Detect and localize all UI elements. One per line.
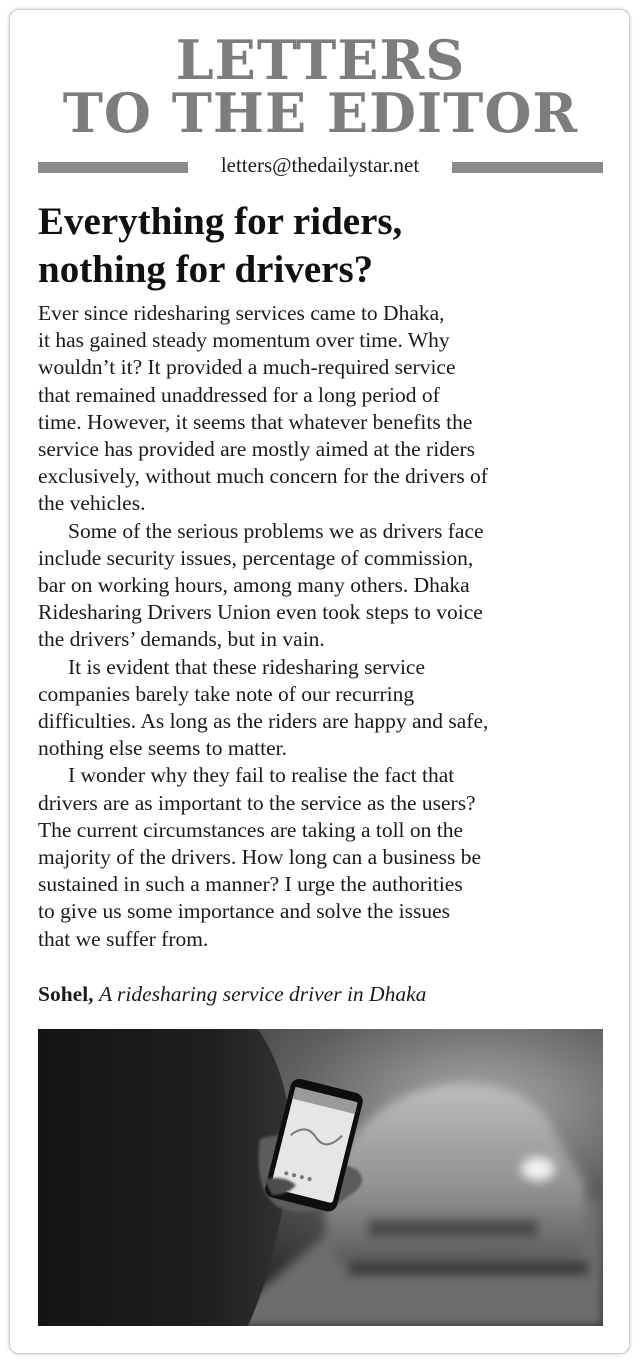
body-line: drivers are as important to the service as the users? — [38, 790, 476, 815]
author-description: A ridesharing service driver in Dhaka — [98, 982, 427, 1006]
body-line: the drivers’ demands, but in vain. — [38, 627, 325, 652]
author-signature — [38, 982, 604, 1007]
headline-line-1: Everything for riders, — [38, 200, 403, 243]
right-divider-bar — [452, 162, 603, 173]
paragraph-4 — [38, 762, 604, 952]
body-line: the vehicles. — [38, 491, 146, 516]
left-divider-bar — [38, 162, 188, 173]
body-line: majority of the drivers. How long can a business be — [38, 845, 482, 870]
editor-email-link[interactable]: letters@thedailystar.net — [220, 153, 420, 177]
author-name: Sohel, — [38, 982, 94, 1006]
body-line: service has provided are mostly aimed at the riders — [38, 437, 476, 462]
paragraph-3 — [38, 654, 604, 763]
body-line: nothing else seems to matter. — [38, 736, 287, 761]
body-line: that remained unaddressed for a long period of — [38, 382, 440, 407]
body-line: Ever since ridesharing services came to Dhaka, — [38, 301, 445, 325]
body-line: it has gained steady momentum over time. Why — [38, 328, 450, 353]
body-line: It is evident that these ridesharing service — [68, 654, 426, 679]
body-line: that we suffer from. — [38, 926, 209, 951]
section-title-line2: TO THE EDITOR — [62, 81, 579, 145]
body-line: wouldn’t it? It provided a much-required service — [38, 355, 456, 380]
body-line: to give us some importance and solve the issues — [38, 899, 451, 924]
headline-line-2: nothing for drivers? — [38, 248, 374, 291]
body-line: include security issues, percentage of commission, — [38, 545, 474, 570]
body-line: sustained in such a manner? I urge the authorities — [38, 872, 463, 897]
section-title-line1: LETTERS — [175, 28, 466, 92]
article-photo — [38, 1029, 603, 1326]
body-line: Some of the serious problems we as drivers face — [68, 518, 484, 543]
body-line: companies barely take note of our recurring — [38, 681, 415, 706]
body-line: time. However, it seems that whatever benefits the — [38, 409, 473, 434]
body-line: exclusively, without much concern for the drivers of — [38, 464, 488, 489]
body-line: bar on working hours, among many others. Dhaka — [38, 573, 470, 598]
paragraph-1 — [38, 300, 604, 518]
article-headline — [38, 198, 608, 294]
body-line: I wonder why they fail to realise the fact that — [68, 763, 455, 788]
paragraph-2 — [38, 518, 604, 654]
rideshare-phone-photo — [38, 1029, 603, 1326]
body-line: difficulties. As long as the riders are happy and safe, — [38, 709, 489, 734]
body-line: The current circumstances are taking a toll on the — [38, 817, 464, 842]
body-line: Ridesharing Drivers Union even took steps to voice — [38, 600, 483, 625]
article-body — [38, 300, 604, 953]
